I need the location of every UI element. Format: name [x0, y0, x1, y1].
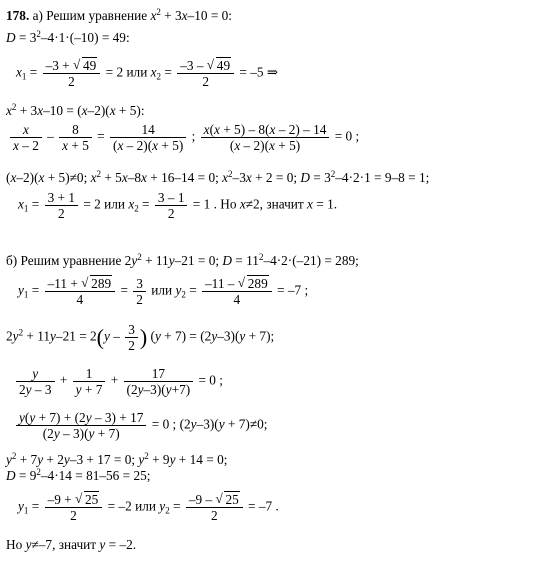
- fraction-14: $\frac{14}{(x - 2)(x + 5)}$: [110, 122, 186, 153]
- fraction-x2-final: $\frac{3 - 1}{2}$: [155, 190, 188, 221]
- fraction-y2-final: $\frac{-9 - √ 25}{2}$: [186, 492, 243, 523]
- line-a3: $x_1$ = $\frac{-3 + √ 49}{2}$ = 2 или $x_2$ = $\frac{-3 - √ 49}{2}$ = –5 ⇒: [16, 58, 278, 89]
- line-b2: $y_1$ = $\frac{-11 + √ 289}{4}$ = $\frac{3}{2}$ или $y_2$ = $\frac{-11 - √ 289}{4}$ = –7 ;: [18, 276, 308, 307]
- fraction-combined: $\frac{x(x + 5) - 8(x - 2) - 14}{(x - 2)(x + 5)}$: [201, 122, 330, 153]
- fraction-1-over-y7: $\frac{1}{y + 7}$: [73, 366, 106, 397]
- sqrt-49: √ 49: [73, 58, 97, 73]
- line-b6: $y^2 + 7y + 2y-3 + 17 = 0$; $y^2 + 9y + 14 = 0$;: [6, 451, 228, 467]
- part-a-title: а) Решим уравнение $x^2 + 3x-10 = 0$:: [32, 7, 232, 23]
- line-b4: $\frac{y}{2y - 3}$ + $\frac{1}{y + 7}$ + $\frac{17}{(2y-3)(y+7)}$ = 0 ;: [14, 366, 223, 397]
- sqrt-289-2: √ 289: [238, 276, 269, 291]
- line-b9: Но y≠–7, значит y = –2.: [6, 537, 137, 552]
- fraction-x1: $\frac{-3 + √ 49}{2}$: [43, 58, 101, 89]
- fraction-y-over-2y3: $\frac{y}{2y - 3}$: [16, 366, 55, 397]
- fraction-3-2-b: $\frac{3}{2}$: [125, 322, 138, 353]
- fraction-y1: $\frac{-11 + √ 289}{4}$: [45, 276, 116, 307]
- fraction-y1-final: $\frac{-9 + √ 25}{2}$: [45, 492, 103, 523]
- sqrt-25-2: √ 25: [215, 492, 239, 507]
- or-text: или: [126, 64, 151, 80]
- sqrt-289: √ 289: [81, 276, 112, 291]
- line-a4: $x^2 + 3x-10 = (x-2)(x + 5)$:: [6, 102, 145, 118]
- fraction-17: $\frac{17}{(2y-3)(y+7)}$: [124, 366, 194, 397]
- line-b8: $y_1$ = $\frac{-9 + √ 25}{2}$ = –2 или $y_2$ = $\frac{-9 - √ 25}{2}$ = –7 .: [18, 492, 279, 523]
- fraction-x-over-x-2: $\frac{x}{x - 2}$: [10, 122, 42, 153]
- fraction-3-2: $\frac{3}{2}$: [133, 276, 146, 307]
- line-a5: $\frac{x}{x - 2}$ – $\frac{8}{x + 5}$ = $\frac{14}{(x - 2)(x + 5)}$ ; $\frac{x(x + 5) - 8(x - 2) - 14}{(x - 2)(x + 5)}$ = 0 ;: [8, 122, 359, 153]
- line-a1: [6, 8, 232, 24]
- problem-number: 178.: [6, 8, 30, 23]
- fraction-x1-final: $\frac{3 + 1}{2}$: [45, 190, 78, 221]
- line-a6: (x–2)(x + 5)≠0; $x^2 + 5x-8x + 16-14 = 0$; $x^2-3x + 2 = 0$; $D = 3^2-4\cdot 2\cdot 1 = 9-8 = 1$;: [6, 169, 430, 185]
- line-a2: $D = 3^2-4\cdot 1\cdot(-10) = 49$:: [6, 29, 130, 45]
- sqrt-25: √ 25: [75, 492, 99, 507]
- line-b5: $\frac{y(y + 7) + (2y - 3) + 17}{(2y - 3)(y + 7)}$ = 0 ; (2y–3)(y + 7)≠0;: [14, 410, 268, 441]
- sqrt-49-2: √ 49: [207, 58, 231, 73]
- line-b3: $2y^2 + 11y-21 = 2(y$ – $\frac{3}{2}$ ) (y + 7) = (2y–3)(y + 7);: [6, 322, 275, 353]
- fraction-y2: $\frac{-11 - √ 289}{4}$: [202, 276, 272, 307]
- line-a7: $x_1$ = $\frac{3 + 1}{2}$ = 2 или $x_2$ = $\frac{3 - 1}{2}$ = 1 . Но x≠2, значит x = 1.: [18, 190, 338, 221]
- fraction-x2: $\frac{-3 - √ 49}{2}$: [177, 58, 234, 89]
- line-b1: б) Решим уравнение $2y^2 + 11y-21 = 0$; $D = 11^2-4\cdot 2\cdot(-21) = 289$;: [6, 252, 359, 268]
- line-b7: $D = 9^2-4\cdot 14 = 81-56 = 25$;: [6, 467, 151, 483]
- fraction-y-combined: $\frac{y(y + 7) + (2y - 3) + 17}{(2y - 3)(y + 7)}$: [16, 410, 146, 441]
- fraction-8-over-x5: $\frac{8}{x + 5}$: [59, 122, 92, 153]
